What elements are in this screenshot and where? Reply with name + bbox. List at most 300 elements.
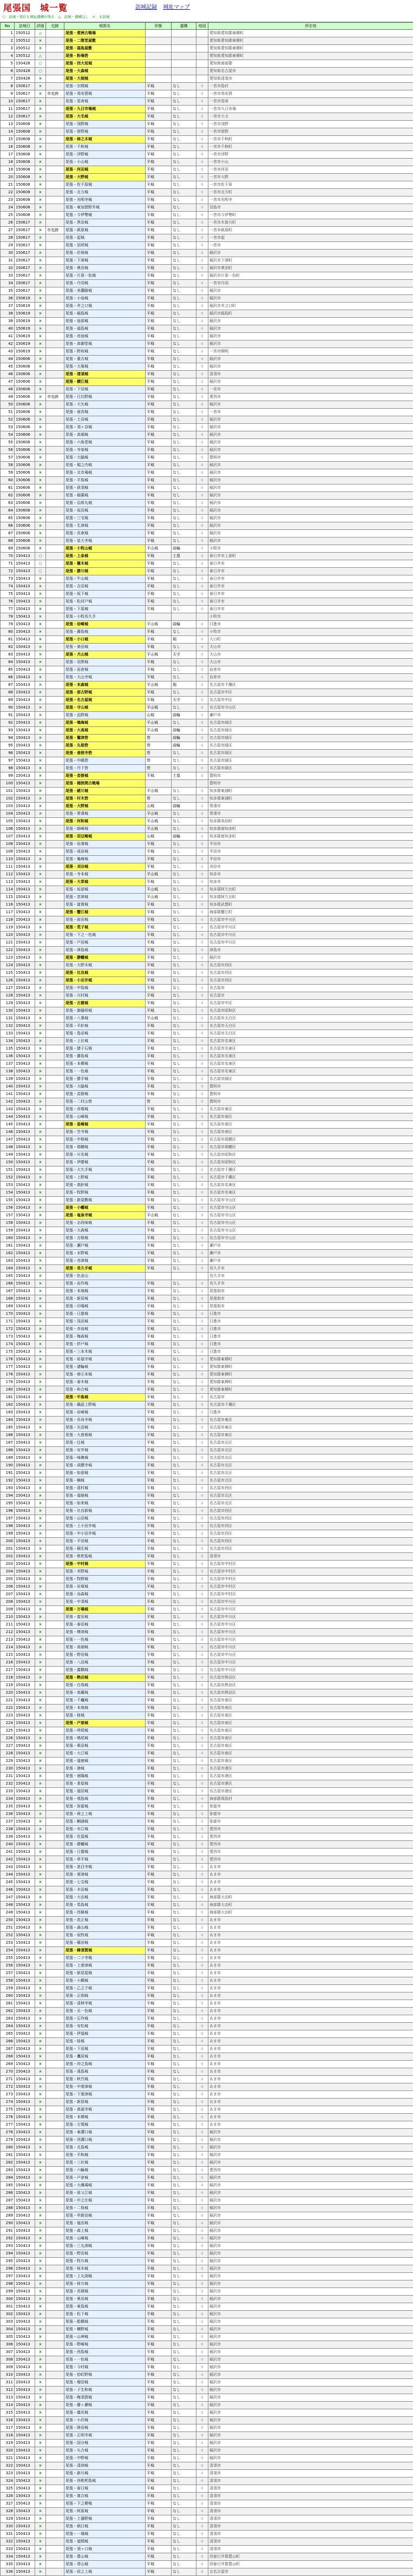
cell-map-link[interactable]: ☆ xyxy=(196,947,208,954)
cell-castle-name[interactable]: 尾張・森山城 xyxy=(64,1924,146,1932)
cell-map-link[interactable]: ☆ xyxy=(196,1591,208,1598)
cell-map-link[interactable]: ☆ xyxy=(196,1977,208,1985)
cell-map-link[interactable]: ☆ xyxy=(196,151,208,159)
cell-castle-name[interactable]: 尾張・丹羽城 xyxy=(64,280,146,287)
cell-map-link[interactable]: ☆ xyxy=(196,1151,208,1159)
cell-castle-name[interactable]: 尾張・梅須賀城 xyxy=(64,2394,146,2402)
cell-castle-name[interactable]: 尾張・矢合城 xyxy=(64,2447,146,2455)
cell-map-link[interactable]: ☆ xyxy=(196,765,208,772)
cell-castle-name[interactable]: 尾張・牧野城 xyxy=(64,1576,146,1583)
cell-map-link[interactable]: ☆ xyxy=(196,591,208,598)
cell-map-link[interactable]: ☆ xyxy=(196,189,208,196)
cell-castle-name[interactable]: 尾張・池部城 xyxy=(64,318,146,325)
cell-map-link[interactable]: ☆ xyxy=(196,2523,208,2531)
cell-map-link[interactable]: ☆ xyxy=(196,257,208,265)
cell-map-link[interactable]: ☆ xyxy=(196,1303,208,1310)
cell-castle-name[interactable]: 尾張・熱田城 xyxy=(64,1674,146,1682)
cell-castle-name[interactable]: 尾張・平針城 xyxy=(64,1022,146,1030)
cell-castle-name[interactable]: 尾張・堀之内城 xyxy=(64,462,146,469)
cell-map-link[interactable]: ☆ xyxy=(196,2462,208,2470)
cell-castle-name[interactable]: 尾張・小田井城 xyxy=(64,977,146,985)
cell-castle-name[interactable]: 尾張・八事城 xyxy=(64,1015,146,1022)
cell-map-link[interactable]: ☆ xyxy=(196,712,208,719)
cell-map-link[interactable]: ☆ xyxy=(196,750,208,757)
col-header-type[interactable]: 形態 xyxy=(146,23,172,30)
cell-map-link[interactable]: ☆ xyxy=(196,985,208,992)
cell-map-link[interactable]: ☆ xyxy=(196,303,208,310)
cell-map-link[interactable]: ☆ xyxy=(196,1113,208,1121)
cell-castle-name[interactable]: 尾張・御器所城 xyxy=(64,1007,146,1015)
cell-castle-name[interactable]: 尾張・呼続城 xyxy=(64,1727,146,1735)
cell-castle-name[interactable]: 尾張・下津城 xyxy=(64,257,146,265)
cell-map-link[interactable]: ☆ xyxy=(196,2091,208,2099)
cell-castle-name[interactable]: 尾張・下田城 xyxy=(64,2046,146,2053)
cell-map-link[interactable]: ☆ xyxy=(196,394,208,401)
cell-castle-name[interactable]: 尾張・小牧山城 xyxy=(64,545,146,553)
cell-map-link[interactable]: ☆ xyxy=(196,1121,208,1129)
cell-map-link[interactable]: ☆ xyxy=(196,1265,208,1273)
cell-map-link[interactable]: ☆ xyxy=(196,1076,208,1083)
cell-map-link[interactable]: ☆ xyxy=(196,803,208,810)
cell-castle-name[interactable]: 尾張・戸倉城 xyxy=(64,2174,146,2182)
cell-castle-name[interactable]: 尾張・柿之木城 xyxy=(64,136,146,143)
cell-castle-name[interactable]: 尾張・一色城 xyxy=(64,1636,146,1644)
cell-map-link[interactable]: ☆ xyxy=(196,2568,208,2576)
cell-castle-name[interactable]: 尾張・桜木城 xyxy=(64,2265,146,2273)
cell-castle-name[interactable]: 尾張・小牧長久手 xyxy=(64,613,146,621)
cell-map-link[interactable]: ☆ xyxy=(196,2387,208,2394)
cell-castle-name[interactable]: 尾張・中萱津城 xyxy=(64,2083,146,2091)
cell-castle-name[interactable]: 尾張・中之庄城 xyxy=(64,2197,146,2205)
cell-map-link[interactable]: ☆ xyxy=(196,1538,208,1545)
cell-map-link[interactable]: ☆ xyxy=(196,2440,208,2447)
cell-map-link[interactable]: ☆ xyxy=(196,1204,208,1212)
cell-map-link[interactable]: ☆ xyxy=(196,2190,208,2197)
cell-castle-name[interactable]: 尾張・落合城 xyxy=(64,2493,146,2500)
cell-map-link[interactable]: ☆ xyxy=(196,2235,208,2243)
cell-castle-name[interactable]: 尾張・牧野城 xyxy=(64,1189,146,1197)
cell-castle-name[interactable]: 尾張・和合城 xyxy=(64,1386,146,1394)
cell-castle-name[interactable]: 尾張・花正城 xyxy=(64,1917,146,1924)
cell-castle-name[interactable]: 尾張・笠寺城 xyxy=(64,1129,146,1136)
cell-castle-name[interactable]: 尾張・寺部城 xyxy=(64,447,146,454)
cell-map-link[interactable]: ☆ xyxy=(196,1659,208,1667)
cell-map-link[interactable]: ☆ xyxy=(196,1386,208,1394)
cell-map-link[interactable]: ☆ xyxy=(196,1470,208,1477)
cell-map-link[interactable]: ☆ xyxy=(196,1765,208,1773)
cell-map-link[interactable]: ☆ xyxy=(196,1962,208,1970)
cell-castle-name[interactable]: 尾張・安松城 xyxy=(64,2023,146,2030)
cell-map-link[interactable]: ☆ xyxy=(196,447,208,454)
cell-castle-name[interactable]: 尾張・愛洲古戦場 xyxy=(64,30,146,37)
cell-map-link[interactable]: ☆ xyxy=(196,879,208,886)
cell-castle-name[interactable]: 尾張・須ヶ口城 xyxy=(64,2546,146,2553)
cell-map-link[interactable]: ☆ xyxy=(196,1947,208,1955)
cell-castle-name[interactable]: 尾張・福田城 xyxy=(64,1788,146,1795)
cell-castle-name[interactable]: 尾張・上条城 xyxy=(64,553,146,560)
cell-castle-name[interactable]: 尾張・坂部城 xyxy=(64,886,146,894)
cell-castle-name[interactable]: 尾張・松河戸城 xyxy=(64,598,146,606)
cell-castle-name[interactable]: 尾張・本地城 xyxy=(64,1288,146,1295)
cell-castle-name[interactable]: 尾張・美濃路城 xyxy=(64,287,146,295)
cell-castle-name[interactable]: 尾張・大縄場城 xyxy=(64,2182,146,2190)
cell-castle-name[interactable]: 尾張・坂田城 xyxy=(64,507,146,515)
cell-castle-name[interactable]: 尾張・吉根城 xyxy=(64,1235,146,1242)
cell-castle-name[interactable]: 尾張・小沢城 xyxy=(64,2417,146,2424)
cell-map-link[interactable]: ☆ xyxy=(196,477,208,484)
cell-castle-name[interactable]: 尾張・南宮城 xyxy=(64,409,146,416)
cell-map-link[interactable]: ☆ xyxy=(196,2265,208,2273)
cell-castle-name[interactable]: 尾張・二村山砦 xyxy=(64,1098,146,1106)
cell-map-link[interactable]: ☆ xyxy=(196,500,208,507)
cell-map-link[interactable]: ☆ xyxy=(196,1212,208,1220)
cell-castle-name[interactable]: 尾張・戸田城 xyxy=(64,939,146,947)
cell-map-link[interactable]: ☆ xyxy=(196,1159,208,1166)
cell-map-link[interactable]: ☆ xyxy=(196,2394,208,2402)
cell-map-link[interactable]: ☆ xyxy=(196,196,208,204)
cell-map-link[interactable]: ☆ xyxy=(196,1742,208,1750)
cell-map-link[interactable]: ☆ xyxy=(196,659,208,666)
cell-castle-name[interactable]: 尾張・平島城 xyxy=(64,477,146,484)
cell-castle-name[interactable]: 尾張・大塚城 xyxy=(64,363,146,371)
cell-castle-name[interactable]: 尾張・如意城 xyxy=(64,1470,146,1477)
cell-map-link[interactable]: ☆ xyxy=(196,234,208,242)
cell-castle-name[interactable]: 尾張・新屋敷城 xyxy=(64,1197,146,1204)
cell-castle-name[interactable]: 尾張・諸輪城 xyxy=(64,1364,146,1371)
cell-map-link[interactable]: ☆ xyxy=(196,689,208,697)
cell-map-link[interactable]: ☆ xyxy=(196,1697,208,1705)
cell-map-link[interactable]: ☆ xyxy=(196,1629,208,1636)
cell-map-link[interactable]: ☆ xyxy=(196,454,208,462)
cell-map-link[interactable] xyxy=(196,53,208,60)
cell-map-link[interactable]: ☆ xyxy=(196,2356,208,2364)
cell-map-link[interactable]: ☆ xyxy=(196,363,208,371)
cell-map-link[interactable]: ☆ xyxy=(196,2061,208,2068)
cell-castle-name[interactable]: 尾張・吉田城 xyxy=(64,583,146,591)
cell-map-link[interactable]: ☆ xyxy=(196,2515,208,2523)
cell-castle-name[interactable]: 尾張・福島屋敷 xyxy=(64,45,146,53)
cell-map-link[interactable]: ☆ xyxy=(196,1568,208,1576)
cell-castle-name[interactable]: 尾張・中野城 xyxy=(64,2455,146,2462)
cell-map-link[interactable]: ☆ xyxy=(196,939,208,947)
cell-map-link[interactable]: ☆ xyxy=(196,2470,208,2477)
cell-castle-name[interactable]: 尾張・野府城 xyxy=(64,348,146,356)
cell-map-link[interactable]: ☆ xyxy=(196,1197,208,1204)
cell-castle-name[interactable]: 尾張・師崎城 xyxy=(64,825,146,833)
cell-map-link[interactable]: ☆ xyxy=(196,1902,208,1909)
cell-castle-name[interactable]: 尾張・長母寺城 xyxy=(64,1417,146,1424)
cell-map-link[interactable]: ☆ xyxy=(196,901,208,909)
cell-map-link[interactable] xyxy=(196,68,208,75)
cell-castle-name[interactable]: 尾張・清洲城 xyxy=(64,2462,146,2470)
cell-map-link[interactable]: ☆ xyxy=(196,1614,208,1621)
cell-map-link[interactable]: ☆ xyxy=(196,2197,208,2205)
cell-map-link[interactable]: ☆ xyxy=(196,1795,208,1803)
cell-map-link[interactable]: ☆ xyxy=(196,287,208,295)
nav-link-castle-map[interactable]: 城址マップ xyxy=(163,4,190,10)
col-header-rank[interactable]: 評価 xyxy=(35,23,46,30)
cell-castle-name[interactable]: 尾張・坂下城 xyxy=(64,591,146,598)
cell-castle-name[interactable]: 尾張・今伊勢城 xyxy=(64,212,146,219)
cell-castle-name[interactable]: 尾張・六輪城 xyxy=(64,2167,146,2174)
cell-map-link[interactable]: ☆ xyxy=(196,484,208,492)
cell-map-link[interactable]: ☆ xyxy=(196,1288,208,1295)
cell-map-link[interactable]: ☆ xyxy=(196,2121,208,2129)
cell-castle-name[interactable]: 尾張・九日市場城 xyxy=(64,106,146,113)
cell-castle-name[interactable]: 尾張・長久手城 xyxy=(64,1265,146,1273)
cell-castle-name[interactable]: 尾張・重吉城 xyxy=(64,356,146,363)
cell-castle-name[interactable]: 尾張・生津城 xyxy=(64,522,146,530)
cell-map-link[interactable]: ☆ xyxy=(196,1917,208,1924)
cell-map-link[interactable]: ☆ xyxy=(196,2144,208,2152)
cell-map-link[interactable]: ☆ xyxy=(196,143,208,151)
cell-castle-name[interactable]: 尾張・大畑城 xyxy=(64,75,146,83)
cell-castle-name[interactable]: 尾張・一色城 xyxy=(64,2356,146,2364)
cell-map-link[interactable]: ☆ xyxy=(196,1621,208,1629)
cell-map-link[interactable]: ☆ xyxy=(196,1750,208,1758)
cell-castle-name[interactable]: 尾張・大矢城 xyxy=(64,401,146,409)
cell-map-link[interactable]: ☆ xyxy=(196,2083,208,2091)
cell-castle-name[interactable]: 尾張・桶狭間古戦場 xyxy=(64,780,146,788)
cell-map-link[interactable]: ☆ xyxy=(196,1007,208,1015)
cell-castle-name[interactable]: 尾張・大治城 xyxy=(64,1894,146,1902)
cell-map-link[interactable] xyxy=(196,780,208,788)
cell-map-link[interactable]: ☆ xyxy=(196,583,208,591)
cell-map-link[interactable]: ☆ xyxy=(196,1394,208,1401)
cell-castle-name[interactable]: 尾張・浅田城 xyxy=(64,1318,146,1326)
cell-castle-name[interactable]: 尾張・志段味城 xyxy=(64,1220,146,1227)
cell-map-link[interactable]: ☆ xyxy=(196,575,208,583)
cell-castle-name[interactable]: 尾張・須ヶ谷城 xyxy=(64,424,146,431)
cell-castle-name[interactable]: 尾張・儀長城 xyxy=(64,2409,146,2417)
cell-map-link[interactable]: ☆ xyxy=(196,1833,208,1841)
cell-map-link[interactable]: ☆ xyxy=(196,250,208,257)
cell-castle-name[interactable]: 尾張・高蔵城 xyxy=(64,1689,146,1697)
cell-castle-name[interactable]: 尾張・長束城 xyxy=(64,530,146,538)
cell-castle-name[interactable]: 尾張・上小田井城 xyxy=(64,1523,146,1530)
cell-map-link[interactable]: ☆ xyxy=(196,1985,208,1992)
cell-map-link[interactable]: ☆ xyxy=(196,1379,208,1386)
cell-map-link[interactable]: ☆ xyxy=(196,2030,208,2038)
cell-castle-name[interactable]: 尾張・小山城 xyxy=(64,159,146,166)
cell-map-link[interactable]: ☆ xyxy=(196,113,208,121)
cell-map-link[interactable]: ☆ xyxy=(196,2364,208,2371)
cell-map-link[interactable] xyxy=(196,45,208,53)
cell-castle-name[interactable]: 尾張・寺本城 xyxy=(64,871,146,879)
cell-castle-name[interactable]: 尾張・羽黒城 xyxy=(64,659,146,666)
cell-castle-name[interactable]: 尾張・野田城 xyxy=(64,1651,146,1659)
cell-map-link[interactable]: ☆ xyxy=(196,174,208,181)
cell-map-link[interactable]: ☆ xyxy=(196,1409,208,1417)
cell-castle-name[interactable]: 尾張・辻城 xyxy=(64,1439,146,1447)
cell-map-link[interactable]: ☆ xyxy=(196,1341,208,1348)
cell-map-link[interactable]: ☆ xyxy=(196,1500,208,1507)
cell-castle-name[interactable]: 尾張・勝手城 xyxy=(64,1076,146,1083)
cell-castle-name[interactable]: 尾張・下田城 xyxy=(64,386,146,394)
cell-map-link[interactable]: ☆ xyxy=(196,1849,208,1856)
cell-castle-name[interactable]: 尾張・鳴海城 xyxy=(64,719,146,727)
cell-castle-name[interactable]: 尾張・苅安賀城 xyxy=(64,90,146,98)
cell-castle-name[interactable]: 尾張・蟹江城 xyxy=(64,909,146,916)
cell-castle-name[interactable]: 尾張・長岡城 xyxy=(64,2288,146,2296)
cell-castle-name[interactable]: 尾張・浅野城 xyxy=(64,121,146,128)
cell-map-link[interactable]: ☆ xyxy=(196,2409,208,2417)
cell-map-link[interactable]: ☆ xyxy=(196,1060,208,1068)
cell-castle-name[interactable]: 尾張・山崎城 xyxy=(64,1113,146,1121)
cell-map-link[interactable]: ☆ xyxy=(196,621,208,628)
cell-map-link[interactable]: ☆ xyxy=(196,1356,208,1364)
cell-castle-name[interactable]: 尾張・鳴尾城 xyxy=(64,1735,146,1742)
cell-castle-name[interactable]: 尾張・東加賀野井城 xyxy=(64,204,146,212)
cell-map-link[interactable]: ☆ xyxy=(196,90,208,98)
cell-castle-name[interactable]: 尾張・片原一色城 xyxy=(64,272,146,280)
cell-castle-name[interactable]: 尾張・白鳥城 xyxy=(64,1682,146,1689)
cell-map-link[interactable] xyxy=(196,75,208,83)
cell-castle-name[interactable]: 尾張・猪子石城 xyxy=(64,1045,146,1053)
cell-castle-name[interactable]: 尾張・色金山 xyxy=(64,1273,146,1280)
cell-castle-name[interactable]: 尾張・鷲津砦 xyxy=(64,735,146,742)
cell-map-link[interactable]: ☆ xyxy=(196,1992,208,2000)
cell-castle-name[interactable]: 尾張・楠城 xyxy=(64,1477,146,1485)
cell-castle-name[interactable]: 尾張・勝幡城 xyxy=(64,954,146,962)
cell-castle-name[interactable]: 尾張・正明寺城 xyxy=(64,2432,146,2440)
cell-castle-name[interactable]: 尾張・平田城 xyxy=(64,1538,146,1545)
cell-map-link[interactable]: ☆ xyxy=(196,2432,208,2440)
cell-castle-name[interactable]: 尾張・西溝口城 xyxy=(64,2136,146,2144)
cell-map-link[interactable]: ☆ xyxy=(196,265,208,272)
cell-map-link[interactable]: ☆ xyxy=(196,644,208,651)
cell-castle-name[interactable]: 尾張・津島城 xyxy=(64,947,146,954)
cell-map-link[interactable]: ☆ xyxy=(196,681,208,689)
cell-castle-name[interactable]: 尾張・那古野城 xyxy=(64,689,146,697)
cell-castle-name[interactable]: 尾張・中村城 xyxy=(64,1561,146,1568)
cell-map-link[interactable] xyxy=(196,613,208,621)
cell-castle-name[interactable]: 尾張・桜城 xyxy=(64,1712,146,1720)
cell-map-link[interactable]: ☆ xyxy=(196,1401,208,1409)
cell-castle-name[interactable]: 尾張・万場城 xyxy=(64,1606,146,1614)
cell-castle-name[interactable]: 尾張・北島城 xyxy=(64,2144,146,2152)
cell-castle-name[interactable]: 尾張・米野城 xyxy=(64,1568,146,1576)
cell-castle-name[interactable]: 尾張・六角堂城 xyxy=(64,439,146,447)
cell-castle-name[interactable]: 尾張・末森城 xyxy=(64,681,146,689)
cell-map-link[interactable]: ☆ xyxy=(196,2477,208,2485)
cell-map-link[interactable]: ☆ xyxy=(196,1174,208,1182)
cell-map-link[interactable]: ☆ xyxy=(196,1022,208,1030)
cell-castle-name[interactable]: 尾張・亀崎城 xyxy=(64,856,146,863)
cell-map-link[interactable]: ☆ xyxy=(196,1182,208,1189)
cell-map-link[interactable]: ☆ xyxy=(196,2076,208,2083)
cell-castle-name[interactable]: 尾張・露橋城 xyxy=(64,1667,146,1674)
cell-castle-name[interactable]: 尾張・一色城 xyxy=(64,1068,146,1076)
cell-castle-name[interactable]: 尾張・下原城 xyxy=(64,606,146,613)
cell-castle-name[interactable]: 尾張・土田城 xyxy=(64,416,146,424)
cell-castle-name[interactable]: 尾張・矢田城 xyxy=(64,1424,146,1432)
cell-map-link[interactable]: ☆ xyxy=(196,1220,208,1227)
cell-map-link[interactable]: ☆ xyxy=(196,1955,208,1962)
cell-castle-name[interactable]: 尾張・平和城 xyxy=(64,2152,146,2159)
cell-castle-name[interactable]: 尾張・柴田城 xyxy=(64,1742,146,1750)
cell-map-link[interactable]: ☆ xyxy=(196,2303,208,2311)
cell-map-link[interactable]: ☆ xyxy=(196,2136,208,2144)
cell-map-link[interactable]: ☆ xyxy=(196,1091,208,1098)
cell-castle-name[interactable]: 尾張・成願寺城 xyxy=(64,1462,146,1470)
cell-map-link[interactable]: ☆ xyxy=(196,310,208,318)
cell-map-link[interactable]: ☆ xyxy=(196,886,208,894)
cell-castle-name[interactable]: 尾張・岩塚城 xyxy=(64,1583,146,1591)
cell-map-link[interactable]: ☆ xyxy=(196,1257,208,1265)
cell-castle-name[interactable]: 尾張・沓掛城 xyxy=(64,1091,146,1098)
cell-map-link[interactable]: ☆ xyxy=(196,2341,208,2349)
cell-castle-name[interactable]: 尾張・祖父江城 xyxy=(64,2190,146,2197)
cell-map-link[interactable]: ☆ xyxy=(196,538,208,545)
cell-map-link[interactable]: ☆ xyxy=(196,1909,208,1917)
cell-map-link[interactable]: ☆ xyxy=(196,772,208,780)
cell-map-link[interactable]: ☆ xyxy=(196,2553,208,2561)
cell-castle-name[interactable]: 尾張・大野木城 xyxy=(64,962,146,969)
cell-castle-name[interactable]: 尾張・南陽城 xyxy=(64,1773,146,1780)
cell-map-link[interactable]: ☆ xyxy=(196,1598,208,1606)
cell-castle-name[interactable]: 尾張・小幡城 xyxy=(64,1204,146,1212)
cell-castle-name[interactable]: 尾張・中島城 xyxy=(64,985,146,992)
cell-castle-name[interactable]: 尾張・川名城 xyxy=(64,1151,146,1159)
cell-castle-name[interactable]: 尾張・起城 xyxy=(64,234,146,242)
cell-castle-name[interactable]: 尾張・東島城 xyxy=(64,2303,146,2311)
cell-map-link[interactable]: ☆ xyxy=(196,2099,208,2106)
cell-castle-name[interactable]: 尾張・稲島城 xyxy=(64,310,146,318)
cell-map-link[interactable]: ☆ xyxy=(196,560,208,568)
cell-castle-name[interactable]: 尾張・篠田城 xyxy=(64,1939,146,1947)
cell-castle-name[interactable]: 尾張・牧川城 xyxy=(64,2258,146,2265)
cell-map-link[interactable]: ☆ xyxy=(196,697,208,704)
cell-castle-name[interactable]: 尾張・川村城 xyxy=(64,992,146,1000)
cell-castle-name[interactable]: 尾張・富貴城 xyxy=(64,901,146,909)
cell-map-link[interactable]: ☆ xyxy=(196,1856,208,1864)
cell-map-link[interactable]: ☆ xyxy=(196,636,208,644)
cell-map-link[interactable]: ☆ xyxy=(196,1492,208,1500)
nav-link-visit-log[interactable]: 訪城記録 xyxy=(135,4,157,10)
cell-map-link[interactable]: ☆ xyxy=(196,333,208,340)
cell-castle-name[interactable]: 尾張・弥富城 xyxy=(64,1803,146,1811)
cell-map-link[interactable]: ☆ xyxy=(196,606,208,613)
cell-castle-name[interactable]: 尾張・上丸渕城 xyxy=(64,2273,146,2280)
cell-map-link[interactable]: ☆ xyxy=(196,742,208,750)
cell-map-link[interactable]: ☆ xyxy=(196,159,208,166)
cell-castle-name[interactable]: 尾張・藤ヶ瀬城 xyxy=(64,2402,146,2409)
cell-map-link[interactable]: ☆ xyxy=(196,2334,208,2341)
cell-map-link[interactable]: ☆ xyxy=(196,2227,208,2235)
cell-map-link[interactable]: ☆ xyxy=(196,969,208,977)
cell-map-link[interactable]: ☆ xyxy=(196,1083,208,1091)
cell-map-link[interactable]: ☆ xyxy=(196,1924,208,1932)
cell-castle-name[interactable]: 尾張・増田城 xyxy=(64,2379,146,2387)
cell-castle-name[interactable]: 尾張・羽豆崎城 xyxy=(64,833,146,841)
cell-castle-name[interactable]: 尾張・岩作城 xyxy=(64,1280,146,1288)
cell-castle-name[interactable]: 尾張・善照寺砦 xyxy=(64,750,146,757)
cell-castle-name[interactable]: 尾張・岩倉城 xyxy=(64,666,146,674)
cell-castle-name[interactable]: 尾張・今村城 xyxy=(64,2364,146,2371)
cell-map-link[interactable]: ☆ xyxy=(196,227,208,234)
cell-castle-name[interactable]: 尾張・山崎城 xyxy=(64,2235,146,2243)
cell-map-link[interactable] xyxy=(196,30,208,37)
cell-map-link[interactable]: ☆ xyxy=(196,1129,208,1136)
cell-map-link[interactable]: ☆ xyxy=(196,166,208,174)
cell-castle-name[interactable]: 尾張・日比野城 xyxy=(64,394,146,401)
cell-castle-name[interactable]: 尾張・港城 xyxy=(64,1765,146,1773)
cell-castle-name[interactable]: 尾張・鍋屋上野城 xyxy=(64,1401,146,1409)
cell-map-link[interactable]: ☆ xyxy=(196,871,208,879)
cell-castle-name[interactable]: 尾張・星崎城 xyxy=(64,1121,146,1129)
cell-castle-name[interactable]: 尾張・朝日城 xyxy=(64,2523,146,2531)
